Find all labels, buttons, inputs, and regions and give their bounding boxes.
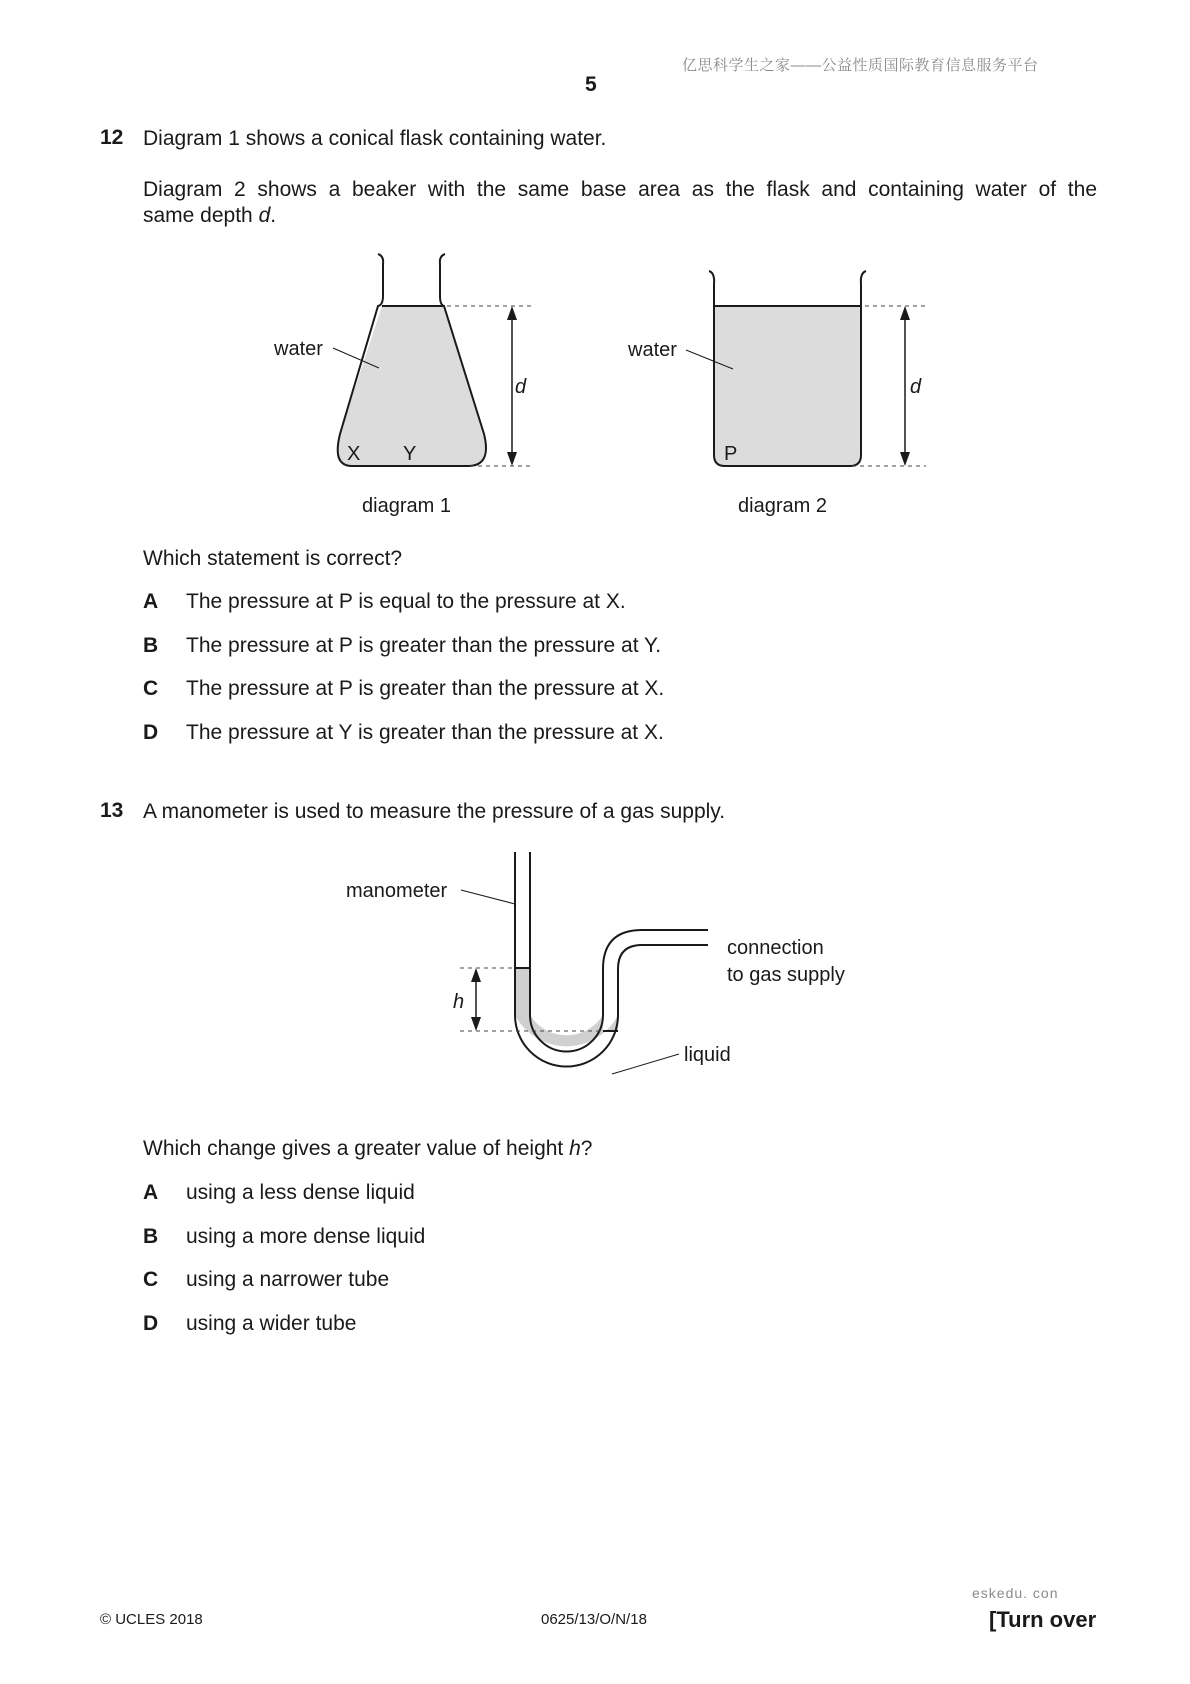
beaker-arrow-head-top <box>900 306 910 320</box>
point-y-label: Y <box>403 443 417 465</box>
line2b-prefix: same depth <box>143 204 259 227</box>
point-p-label: P <box>724 443 738 465</box>
option-letter: A <box>143 1181 159 1204</box>
turn-over-label: [Turn over <box>989 1607 1097 1632</box>
footer-paper-code: 0625/13/O/N/18 <box>541 1611 647 1628</box>
option-text: using a less dense liquid <box>186 1181 415 1204</box>
diagram-1-caption: diagram 1 <box>362 495 451 517</box>
height-variable: h <box>569 1137 581 1160</box>
flask-water <box>337 306 486 466</box>
question-13-line1: A manometer is used to measure the pressure of a gas supply. <box>143 800 726 823</box>
header-watermark: 亿思科学生之家——公益性质国际教育信息服务平台 <box>682 57 1039 74</box>
conical-flask <box>273 254 531 517</box>
beaker-depth-label: d <box>910 376 922 398</box>
option-text: The pressure at P is greater than the pressure at Y. <box>186 634 662 657</box>
diagram-2-caption: diagram 2 <box>738 495 827 517</box>
connection-label-1: connection <box>727 937 824 959</box>
liquid-leader <box>612 1054 679 1074</box>
option-text: The pressure at Y is greater than the pressure at X. <box>186 721 664 744</box>
h-arrow-head-bottom <box>471 1017 481 1031</box>
option-letter: A <box>143 590 159 613</box>
point-x-label: X <box>347 443 361 465</box>
flask-arrow-head-top <box>507 306 517 320</box>
manometer-label: manometer <box>346 880 448 902</box>
connection-label-2: to gas supply <box>727 964 845 986</box>
flask-arrow-head-bottom <box>507 452 517 466</box>
depth-variable: d <box>258 204 271 227</box>
question-13-number: 13 <box>100 799 124 822</box>
manometer-diagram <box>0 840 1190 1120</box>
option-text: The pressure at P is equal to the pressure at X. <box>186 590 626 613</box>
prompt-prefix: Which change gives a greater value of height <box>143 1137 570 1160</box>
option-letter: B <box>143 634 159 657</box>
footer-copyright: © UCLES 2018 <box>100 1611 203 1628</box>
option-letter: D <box>143 1312 159 1335</box>
option-text: The pressure at P is greater than the pressure at X. <box>186 677 665 700</box>
question-12-line2a: Diagram 2 shows a beaker with the same base area as the flask and containing water of the <box>143 178 1097 201</box>
beaker-water <box>714 306 861 466</box>
option-letter: D <box>143 721 159 744</box>
beaker <box>627 271 926 517</box>
footer-watermark: eskedu. con <box>972 1585 1059 1601</box>
manometer-leader <box>461 890 515 904</box>
option-text: using a narrower tube <box>186 1268 390 1291</box>
option-text: using a more dense liquid <box>186 1225 426 1248</box>
option-letter: B <box>143 1225 159 1248</box>
liquid-label: liquid <box>684 1044 731 1066</box>
h-arrow-head-top <box>471 968 481 982</box>
q12-diagrams <box>0 0 1190 560</box>
page-number: 5 <box>585 73 597 96</box>
h-label: h <box>453 991 465 1013</box>
manometer-inner-wall <box>530 852 708 1052</box>
question-12-number: 12 <box>100 126 124 149</box>
question-13-prompt <box>143 1136 592 1162</box>
prompt-suffix: ? <box>580 1137 593 1160</box>
beaker-arrow-head-bottom <box>900 452 910 466</box>
beaker-water-label: water <box>628 339 677 361</box>
flask-depth-label: d <box>515 376 527 398</box>
flask-water-label: water <box>274 338 323 360</box>
option-text: using a wider tube <box>186 1312 357 1335</box>
line2b-suffix: . <box>270 204 277 227</box>
question-12-line1: Diagram 1 shows a conical flask containing water. <box>143 127 607 150</box>
option-letter: C <box>143 1268 159 1291</box>
question-12-prompt: Which statement is correct? <box>143 547 403 570</box>
option-letter: C <box>143 677 159 700</box>
